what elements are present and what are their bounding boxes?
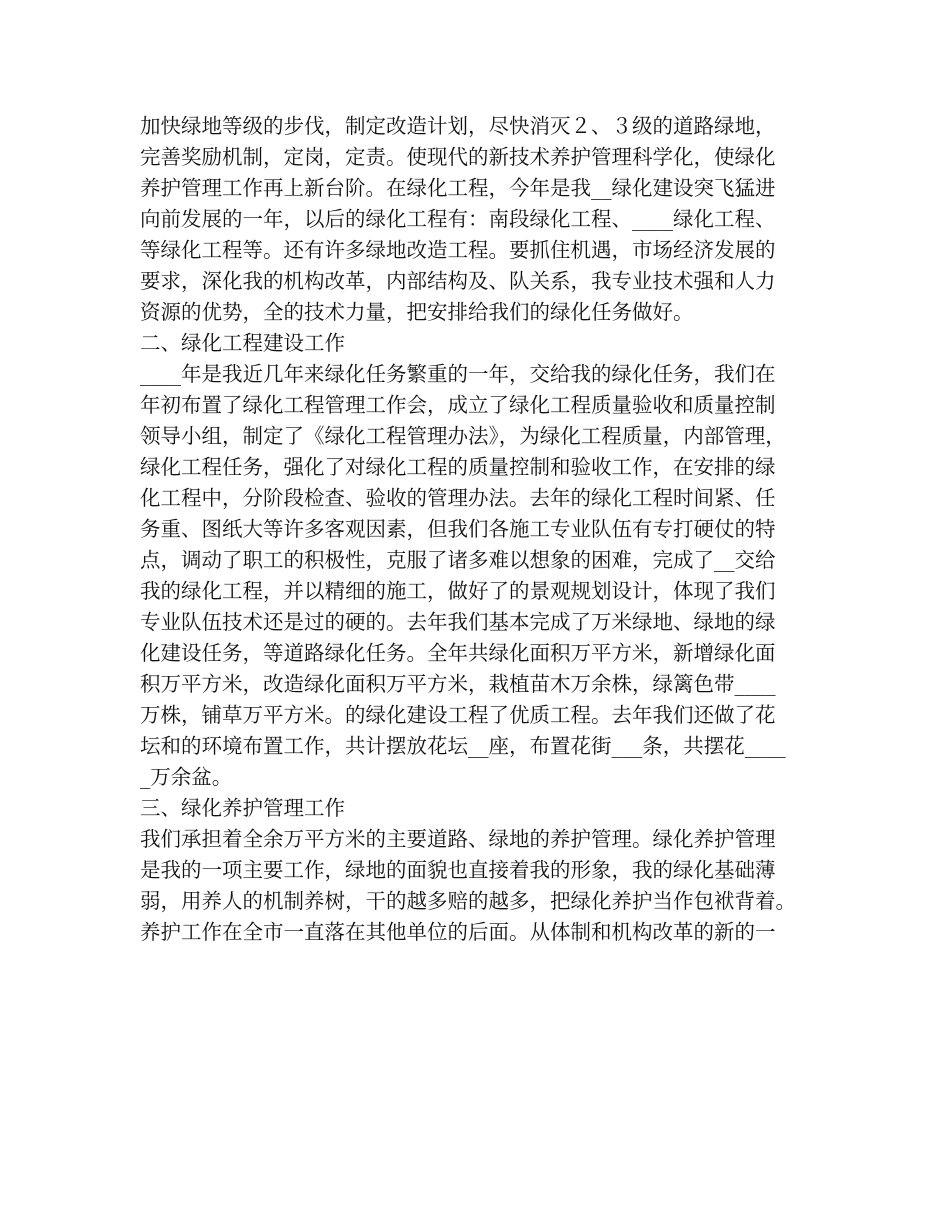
paragraph-line: 我们承担着全余万平方米的主要道路、绿地的养护管理。绿化养护管理 bbox=[140, 827, 776, 851]
paragraph-line: 养护管理工作再上新台阶。在绿化工程，今年是我__绿化建设突飞猛进 bbox=[140, 176, 776, 200]
paragraph-line: 是我的一项主要工作，绿地的面貌也直接着我的形象，我的绿化基础薄 bbox=[140, 858, 776, 882]
paragraph-line: 绿化工程任务，强化了对绿化工程的质量控制和验收工作，在安排的绿 bbox=[140, 455, 776, 479]
paragraph-line: 弱，用养人的机制养树，干的越多赔的越多，把绿化养护当作包袱背着。 bbox=[140, 889, 796, 913]
paragraph-line: 点，调动了职工的积极性，克服了诸多难以想象的困难，完成了__交给 bbox=[140, 548, 776, 572]
paragraph-line: 专业队伍技术还是过的硬的。去年我们基本完成了万米绿地、绿地的绿 bbox=[140, 610, 776, 634]
paragraph-line: 化建设任务，等道路绿化任务。全年共绿化面积万平方米，新增绿化面 bbox=[140, 641, 776, 665]
paragraph-line: 要求，深化我的机构改革，内部结构及、队关系，我专业技术强和人力 bbox=[140, 269, 776, 293]
paragraph-line: 领导小组，制定了《绿化工程管理办法》，为绿化工程质量，内部管理， bbox=[140, 424, 786, 448]
paragraph-line: ____年是我近几年来绿化任务繁重的一年，交给我的绿化任务，我们在 bbox=[140, 362, 776, 386]
paragraph-line: 万株，铺草万平方米。的绿化建设工程了优质工程。去年我们还做了花 bbox=[140, 703, 776, 727]
paragraph-line: 向前发展的一年，以后的绿化工程有：南段绿化工程、____绿化工程、 bbox=[140, 207, 776, 231]
section-heading: 二、绿化工程建设工作 bbox=[140, 331, 345, 355]
paragraph-line: 坛和的环境布置工作，共计摆放花坛__座，布置花街___条，共摆花____ bbox=[140, 734, 786, 758]
paragraph-line: 化工程中，分阶段检查、验收的管理办法。去年的绿化工程时间紧、任 bbox=[140, 486, 776, 510]
paragraph-line: 我的绿化工程，并以精细的施工，做好了的景观规划设计，体现了我们 bbox=[140, 579, 776, 603]
paragraph-line: 完善奖励机制，定岗，定责。使现代的新技术养护管理科学化，使绿化 bbox=[140, 145, 776, 169]
paragraph-line: 加快绿地等级的步伐，制定改造计划，尽快消灭２、３级的道路绿地， bbox=[140, 114, 776, 138]
paragraph-line: 积万平方米，改造绿化面积万平方米，栽植苗木万余株，绿篱色带____ bbox=[140, 672, 776, 696]
paragraph-line: 务重、图纸大等许多客观因素，但我们各施工专业队伍有专打硬仗的特 bbox=[140, 517, 776, 541]
paragraph-line: 等绿化工程等。还有许多绿地改造工程。要抓住机遇，市场经济发展的 bbox=[140, 238, 776, 262]
paragraph-line: 资源的优势，全的技术力量，把安排给我们的绿化任务做好。 bbox=[140, 300, 694, 324]
paragraph-line: 养护工作在全市一直落在其他单位的后面。从体制和机构改革的新的一 bbox=[140, 920, 776, 944]
paragraph-line: 年初布置了绿化工程管理工作会，成立了绿化工程质量验收和质量控制 bbox=[140, 393, 776, 417]
document-body bbox=[140, 111, 840, 948]
paragraph-line: _万余盆。 bbox=[140, 765, 233, 789]
section-heading: 三、绿化养护管理工作 bbox=[140, 796, 345, 820]
